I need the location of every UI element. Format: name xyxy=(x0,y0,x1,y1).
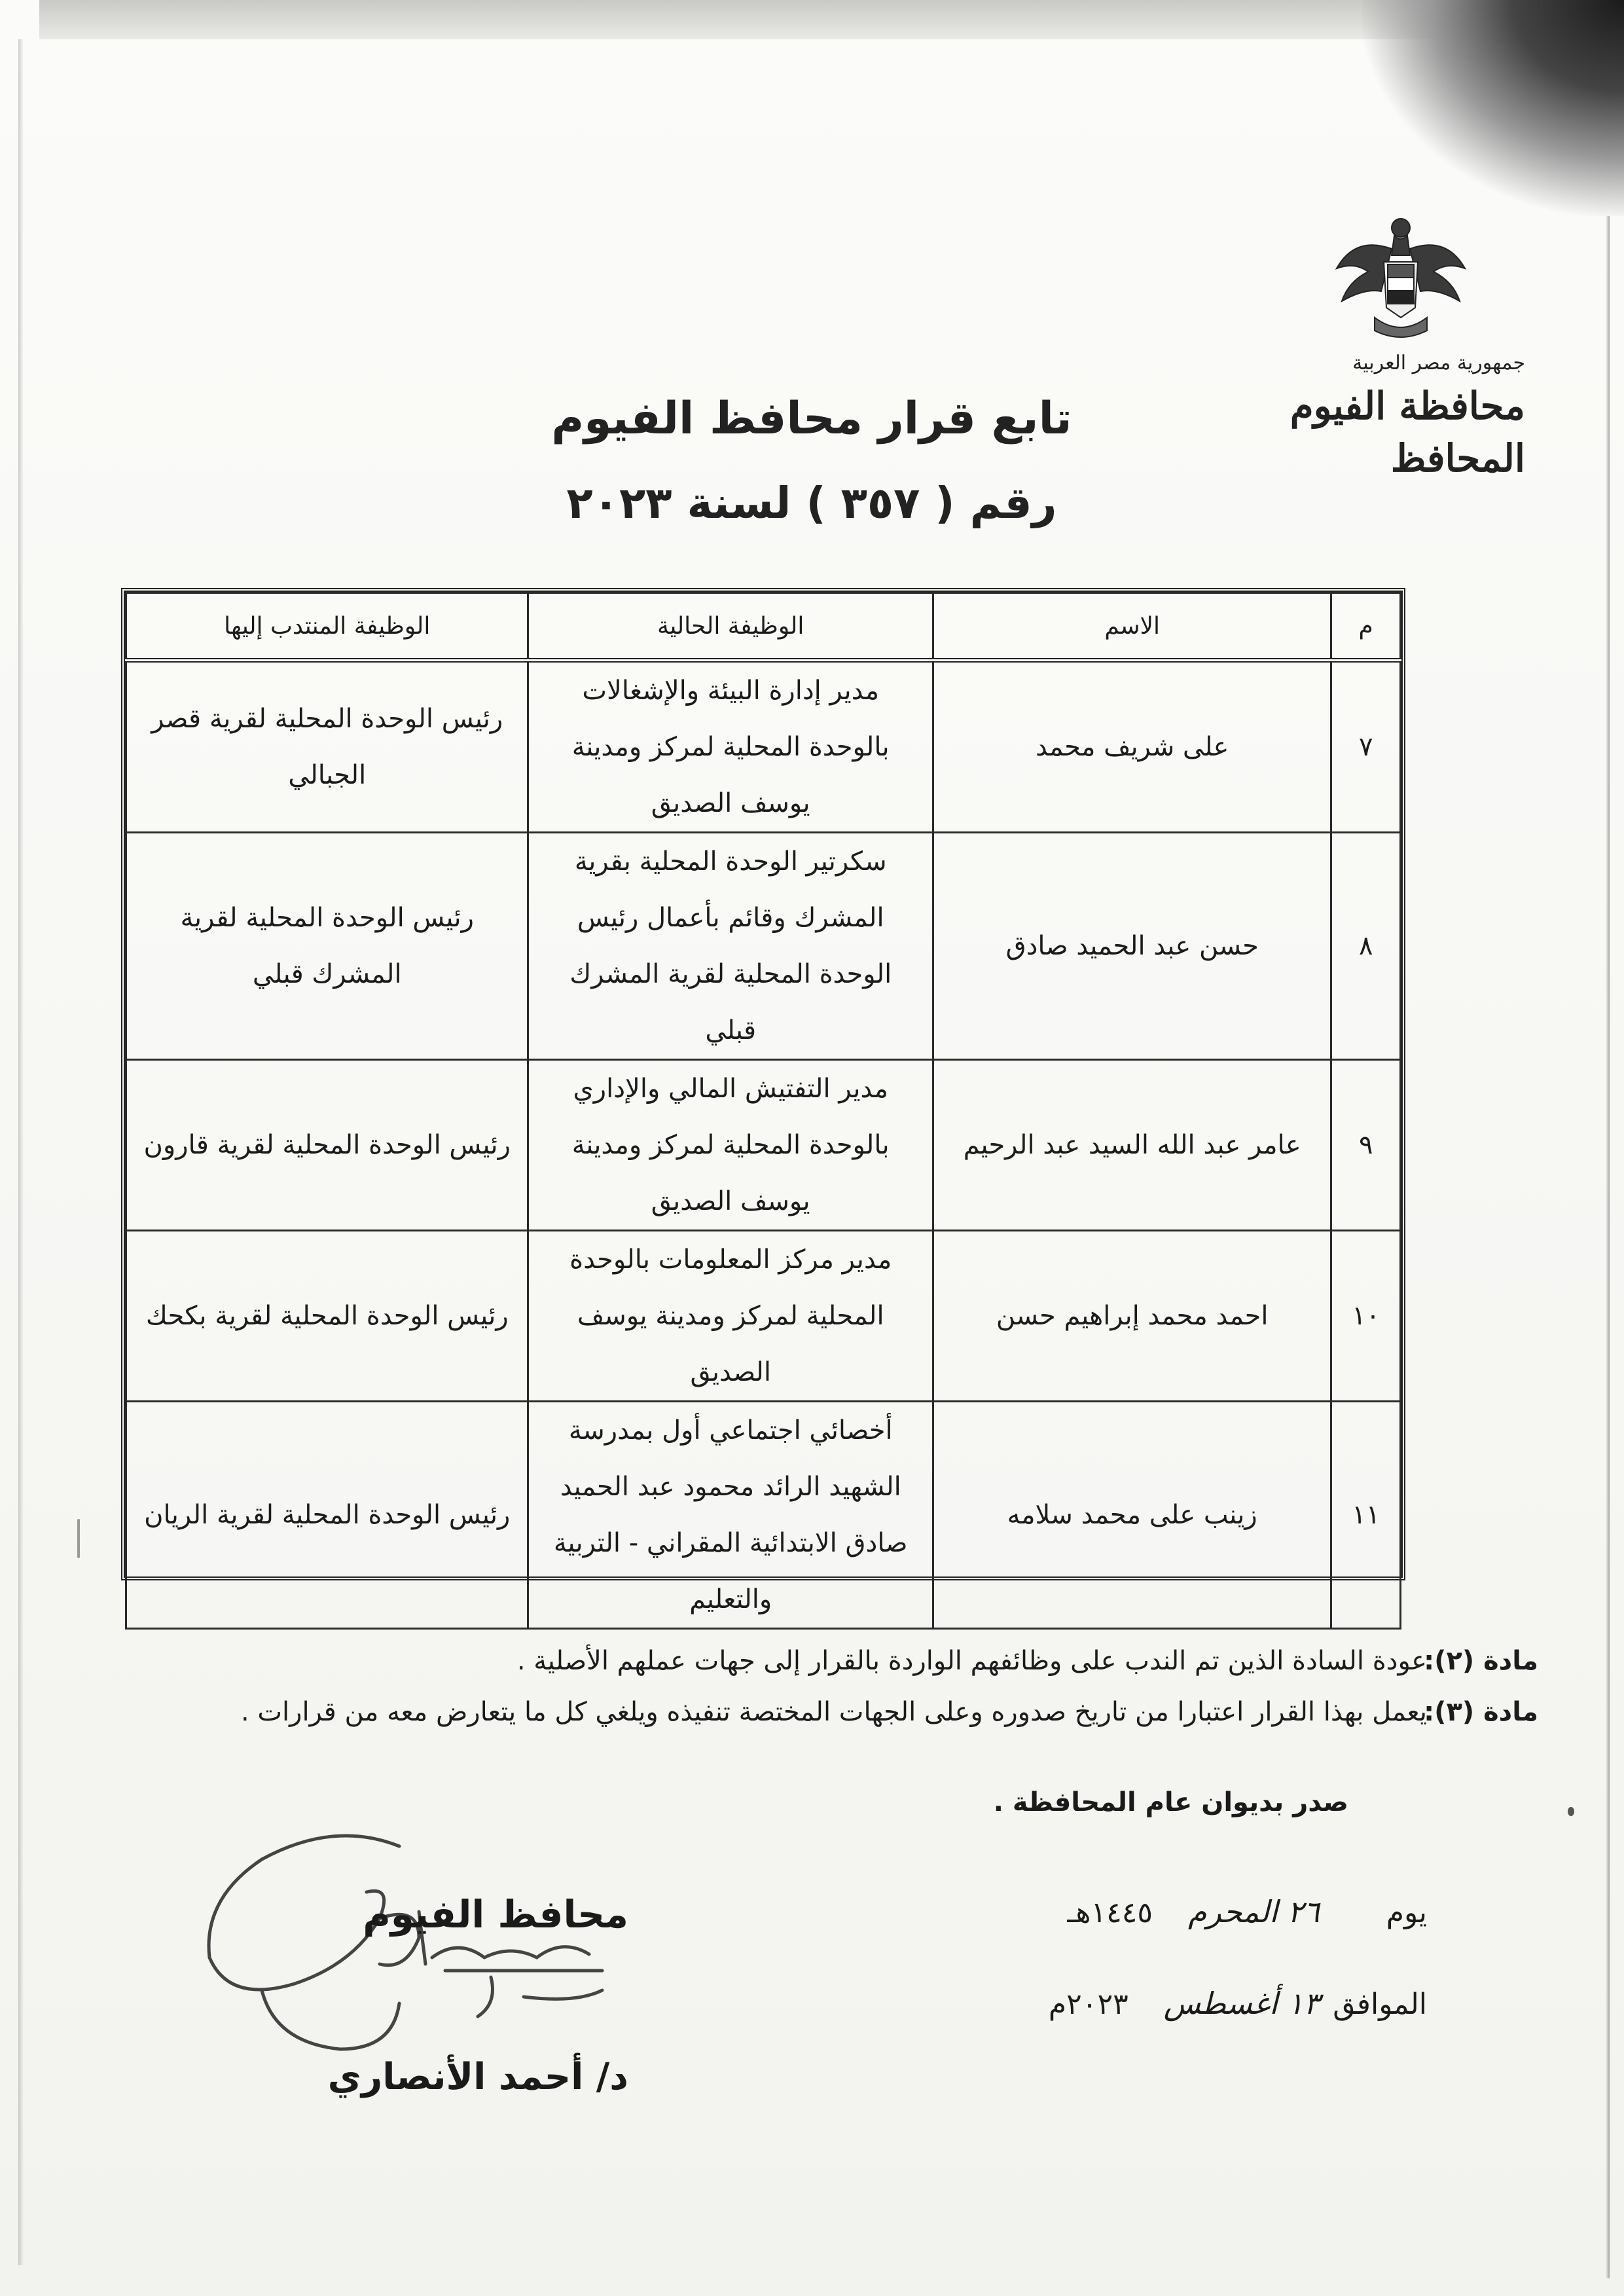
day-label: يوم xyxy=(1386,1896,1427,1929)
employee-name: عامر عبد الله السيد عبد الرحيم xyxy=(933,1060,1331,1231)
article-text: يعمل بهذا القرار اعتبارا من تاريخ صدوره وعلى الجهات المختصة تنفيذه ويلغي كل ما يتعارض معه من قرارات . xyxy=(240,1697,1427,1727)
delegated-job: رئيس الوحدة المحلية لقرية قصر الجبالي xyxy=(126,661,528,833)
article-2 xyxy=(137,1637,1538,1685)
scan-speck xyxy=(77,1519,80,1558)
article-3 xyxy=(137,1688,1538,1736)
governorate-name: محافظة الفيوم xyxy=(1290,384,1525,428)
decree-title: تابع قرار محافظ الفيوم xyxy=(551,393,1072,445)
delegated-job: رئيس الوحدة المحلية لقرية الريان xyxy=(126,1402,528,1629)
corresponding-label: الموافق xyxy=(1333,1988,1427,2021)
header-name: الاسم xyxy=(933,593,1331,661)
decree-articles xyxy=(137,1637,1538,1736)
table-row xyxy=(126,661,1401,833)
row-number: ٨ xyxy=(1331,833,1401,1060)
hijri-year: ١٤٤٥هـ xyxy=(1067,1896,1153,1929)
delegated-job: رئيس الوحدة المحلية لقرية المشرك قبلي xyxy=(126,833,528,1060)
issued-statement: صدر بديوان عام المحافظة . xyxy=(993,1787,1348,1817)
header-delegated-job: الوظيفة المنتدب إليها xyxy=(126,593,528,661)
employee-name: احمد محمد إبراهيم حسن xyxy=(933,1231,1331,1402)
scan-corner-shadow xyxy=(1362,0,1624,216)
table-row xyxy=(126,1231,1401,1402)
republic-name: جمهورية مصر العربية xyxy=(1352,352,1525,374)
employee-name: حسن عبد الحميد صادق xyxy=(933,833,1331,1060)
gregorian-date-line xyxy=(943,1964,1427,2056)
header-m: م xyxy=(1331,593,1401,661)
office-name: المحافظ xyxy=(1390,436,1525,481)
delegation-table xyxy=(121,588,1405,1614)
scan-speck xyxy=(1568,1807,1574,1816)
gregorian-year: ٢٠٢٣م xyxy=(1048,1988,1128,2021)
row-number: ٧ xyxy=(1331,661,1401,833)
row-number: ٩ xyxy=(1331,1060,1401,1231)
delegated-job: رئيس الوحدة المحلية لقرية بكحك xyxy=(126,1231,528,1402)
delegated-job: رئيس الوحدة المحلية لقرية قارون xyxy=(126,1060,528,1231)
eagle-emblem-icon xyxy=(1329,210,1473,347)
header-current-job: الوظيفة الحالية xyxy=(528,593,933,661)
article-label: مادة (٣): xyxy=(1424,1697,1538,1727)
current-job: سكرتير الوحدة المحلية بقرية المشرك وقائم بأعمال رئيس الوحدة المحلية لقرية المشرك قبلي xyxy=(528,833,933,1060)
hijri-date-line xyxy=(943,1872,1427,1964)
current-job: مدير التفتيش المالي والإداري بالوحدة المحلية لمركز ومدينة يوسف الصديق xyxy=(528,1060,933,1231)
article-text: عودة السادة الذين تم الندب على وظائفهم الواردة بالقرار إلى جهات عملهم الأصلية . xyxy=(516,1646,1427,1676)
scan-right-edge xyxy=(1606,216,1610,2278)
hijri-date-handwritten: ٢٦ المحرم xyxy=(1188,1894,1320,1929)
date-block xyxy=(943,1872,1427,2056)
gregorian-date-handwritten: ١٣ أغسطس xyxy=(1163,1986,1320,2021)
current-job: مدير مركز المعلومات بالوحدة المحلية لمركز ومدينة يوسف الصديق xyxy=(528,1231,933,1402)
table-header-row xyxy=(126,593,1401,661)
article-label: مادة (٢): xyxy=(1424,1646,1538,1676)
employee-name: على شريف محمد xyxy=(933,661,1331,833)
signatory-name: د/ أحمد الأنصاري xyxy=(327,2056,628,2098)
delegation-grid xyxy=(125,592,1401,1630)
table-row xyxy=(126,833,1401,1060)
scan-left-edge xyxy=(18,39,24,2265)
employee-name: زينب على محمد سلامه xyxy=(933,1402,1331,1629)
table-row xyxy=(126,1060,1401,1231)
decree-number: رقم ( ٣٥٧ ) لسنة ٢٠٢٣ xyxy=(566,478,1057,528)
governorate-header xyxy=(1270,347,1525,484)
table-row xyxy=(126,1402,1401,1629)
row-number: ١١ xyxy=(1331,1402,1401,1629)
row-number: ١٠ xyxy=(1331,1231,1401,1402)
current-job: أخصائي اجتماعي أول بمدرسة الشهيد الرائد محمود عبد الحميد صادق الابتدائية المقراني - التربية والتعليم xyxy=(528,1402,933,1629)
signature-scribble xyxy=(183,1807,641,2069)
current-job: مدير إدارة البيئة والإشغالات بالوحدة المحلية لمركز ومدينة يوسف الصديق xyxy=(528,661,933,833)
signatory-title: محافظ الفيوم xyxy=(363,1892,628,1937)
